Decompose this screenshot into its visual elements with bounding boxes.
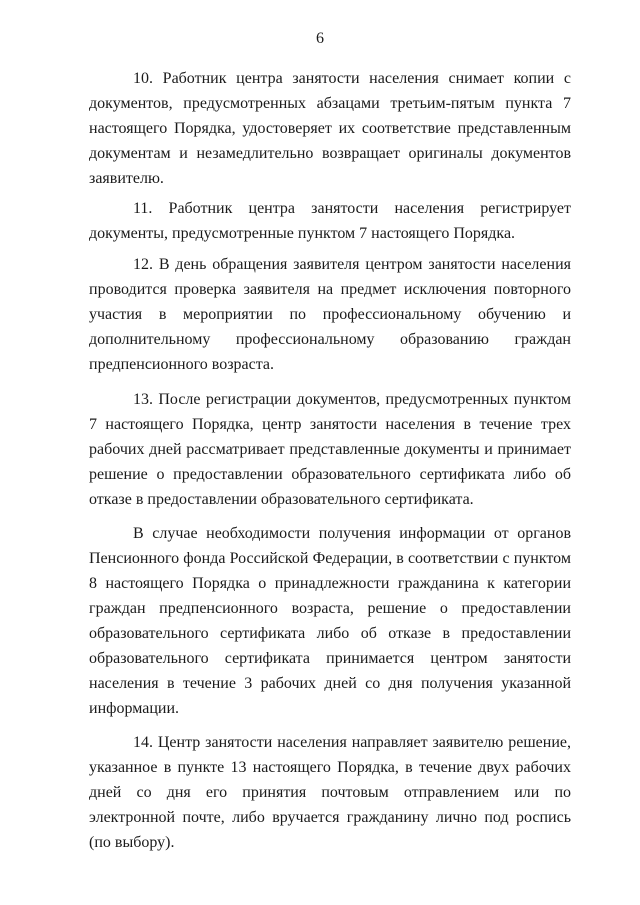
paragraph-item-13-continued: В случае необходимости получения информации от органов Пенсионного фонда Российской Федерации, в соответствии с пунктом 8 настоящего Порядка о принадлежности гражданина к категории граждан предпенсионного возраста, решение о предоставлении образовательного сертификата либо об отказе в предоставлении образовательного сертификата принимается центром занятости населения в течение 3 рабочих дней со дня получения указанной информации.	[89, 525, 571, 717]
document-body	[89, 66, 571, 855]
paragraph-item-10: 10. Работник центра занятости населения снимает копии с документов, предусмотренных абзацами третьим-пятым пункта 7 настоящего Порядка, удостоверяет их соответствие представленным документам и незамедлительно возвращает оригиналы документов заявителю.	[89, 70, 571, 187]
paragraph-item-14: 14. Центр занятости населения направляет заявителю решение, указанное в пункте 13 настоящего Порядка, в течение двух рабочих дней со дня его принятия почтовым отправлением или по электронной почте, либо вручается гражданину лично под роспись (по выбору).	[89, 734, 571, 851]
page-number: 6	[316, 30, 324, 47]
paragraph-item-11: 11. Работник центра занятости населения регистрирует документы, предусмотренные пунктом 7 настоящего Порядка.	[89, 200, 571, 242]
paragraph-item-12: 12. В день обращения заявителя центром занятости населения проводится проверка заявителя на предмет исключения повторного участия в мероприятии по профессиональному обучению и дополнительному профессиональному образованию граждан предпенсионного возраста.	[89, 256, 571, 373]
paragraph-item-13: 13. После регистрации документов, предусмотренных пунктом 7 настоящего Порядка, центр занятости населения в течение трех рабочих дней рассматривает представленные документы и принимает решение о предоставлении образовательного сертификата либо об отказе в предоставлении образовательного сертификата.	[89, 391, 571, 508]
